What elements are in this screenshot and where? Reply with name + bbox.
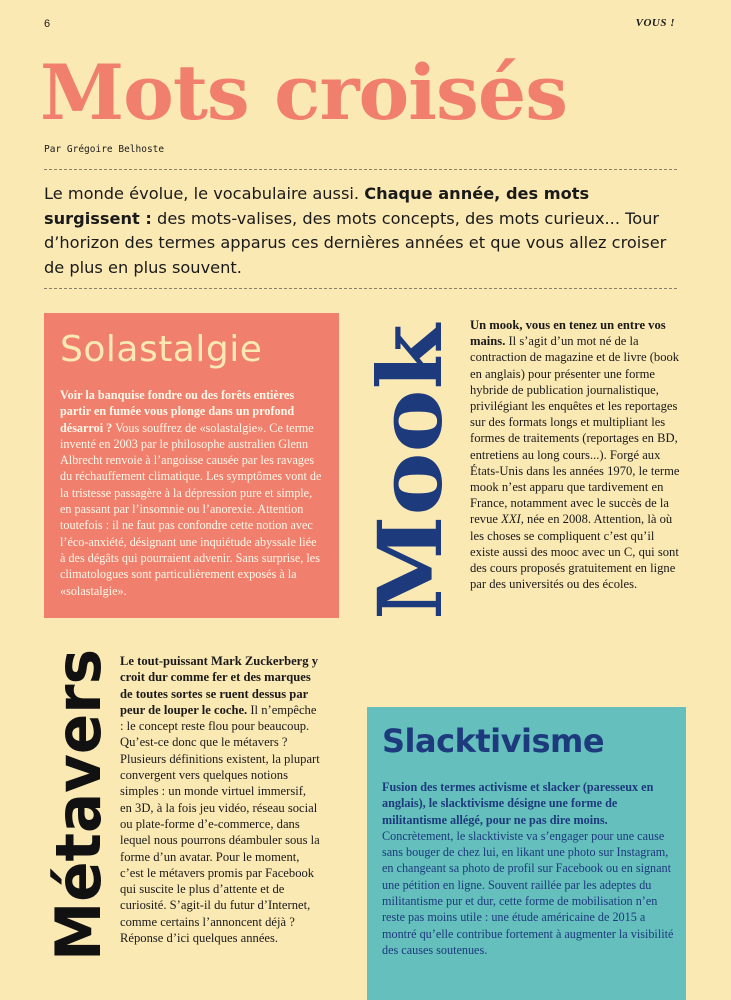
byline: Par Grégoire Belhoste: [44, 144, 165, 155]
metavers-text: [120, 653, 320, 946]
slacktivisme-body: Concrètement, le slacktiviste va s’engager pour une cause sans bouger de chez lui, en likant une photo sur Instagram, en changeant sa photo de profil sur Facebook ou en signant une pétition en ligne. Souvent raillée par les adeptes du militantisme pur et dur, cette forme de mobilisation n’en reste pas moins utile : une étude américaine de 2015 a montré qu’elle contribue fortement à augmenter la visibilité des causes soutenues.: [382, 828, 674, 957]
intro-start: Le monde évolue, le vocabulaire aussi.: [44, 184, 365, 203]
slacktivisme-lead: Fusion des termes activisme et slacker (paresseux en anglais), le slacktivisme désigne une forme de militantisme allégé, pour ne pas dire moins.: [382, 780, 654, 827]
mook-heading: [358, 322, 462, 620]
mook-text: [470, 317, 685, 592]
metavers-heading-text: Métavers: [42, 645, 110, 961]
solastalgie-body: Vous souffrez de «solastalgie». Ce terme inventé en 2003 par le philosophe australien Glenn Albrecht renvoie à l’angoisse causée par les ravages du réchauffement climatique. Les symptômes vont de la tristesse passagère à la dépression pure et simple, en passant par l’insomnie ou l’anorexie. Attention toutefois : il ne faut pas confondre cette notion avec l’éco-anxiété, désignant une inquiétude abyssale liée à des dégâts qui pourraient advenir. Sans surprise, les climatologues sont particulièrement exposés à la «solastalgie».: [60, 420, 322, 598]
mook-body-italic: XXI: [501, 512, 521, 527]
intro-bold: Chaque année, des mots surgissent :: [44, 184, 590, 228]
intro-paragraph: [44, 182, 684, 280]
metavers-body: Il n’empêche : le concept reste flou pour beaucoup. Qu’est-ce donc que le métavers ? Plusieurs définitions existent, la plupart convergent vers quelques notions simples : un monde virtuel immersif, en 3D, à la fois jeu vidéo, réseau social ou plate-forme d’e-commerce, dans lequel nous pourrons déambuler sous la forme d’un avatar. Pour le moment, c’est le métavers promis par Facebook qui suscite le plus d’attente et de curiosité. S’agit-il du futur d’Internet, comme certains l’annoncent déjà ? Réponse d’ici quelques années.: [120, 702, 320, 946]
slacktivisme-text: [382, 779, 674, 958]
divider-bottom: [44, 288, 677, 289]
mook-heading-text: Mook: [358, 344, 462, 620]
metavers-heading: [40, 645, 110, 963]
solastalgie-box: [44, 313, 339, 618]
mook-body-a: Il s’agit d’un mot né de la contraction de magazine et de livre (book en anglais) pour présenter une forme hybride de publication journalistique, privilégiant les enquêtes et les reportages sur des formats longs et multipliant les formes de traitements (reportages en BD, entretiens au long cours...). Forgé aux États-Unis dans les années 1970, le terme mook n’est apparu que tardivement en France, notamment avec le succès de la revue: [470, 334, 680, 527]
solastalgie-heading: Solastalgie: [60, 329, 263, 370]
divider-top: [44, 169, 677, 170]
solastalgie-lead: Voir la banquise fondre ou des forêts entières partir en fumée vous plonge dans un profond désarroi ?: [60, 388, 295, 435]
mook-lead: Un mook, vous en tenez un entre vos mains.: [470, 318, 666, 349]
intro-rest: des mots-valises, des mots concepts, des mots curieux... Tour d’horizon des termes apparus ces dernières années et que vous allez croiser de plus en plus souvent.: [44, 208, 667, 277]
mook-body-b: , née en 2008. Attention, là où les choses se compliquent c’est qu’il existe aussi des mooc avec un C, qui sont des cours proposés gratuitement en ligne par des universités ou des écoles.: [470, 512, 679, 592]
solastalgie-text: [60, 387, 324, 599]
magazine-name: VOUS !: [635, 17, 675, 29]
slacktivisme-heading: Slacktivisme: [382, 722, 605, 760]
slacktivisme-box: [367, 707, 686, 1000]
page-title: Mots croisés: [40, 48, 567, 137]
metavers-lead: Le tout-puissant Mark Zuckerberg y croit dur comme fer et des marques de toutes sortes se ruent dessus par peur de louper le coche.: [120, 654, 319, 717]
page-number: 6: [44, 18, 51, 30]
